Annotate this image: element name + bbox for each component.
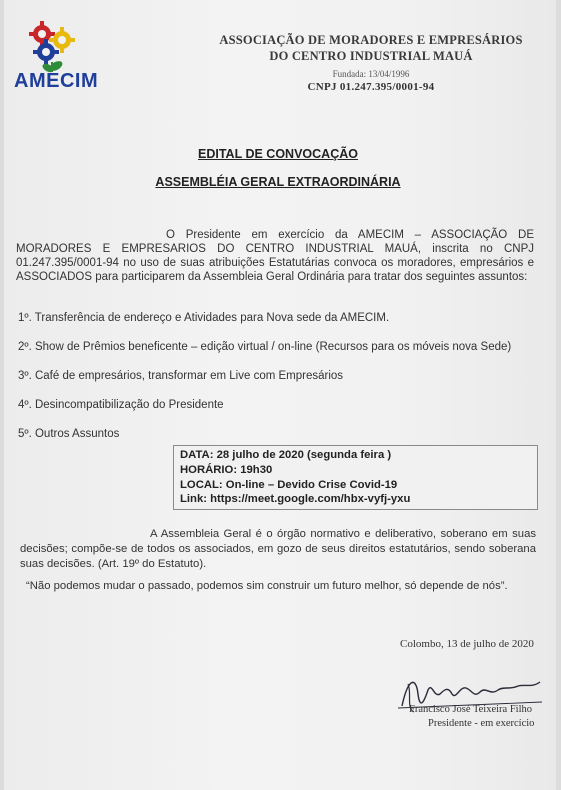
meeting-location: LOCAL: On-line – Devido Crise Covid-19 [180,479,398,491]
org-name-line2: DO CENTRO INDUSTRIAL MAUÁ [269,49,473,63]
agenda-item-4: 4º. Desincompatibilização do Presidente [18,399,224,411]
meeting-details-box [173,445,538,510]
cnpj-number: CNPJ 01.247.395/0001-94 [307,81,435,93]
logo-wordmark: AMECIM [14,70,99,92]
meeting-link[interactable]: Link: https://meet.google.com/hbx-vyfj-yxu [180,493,411,505]
org-name-line1: ASSOCIAÇÃO DE MORADORES E EMPRESÁRIOS [219,33,523,47]
agenda-item-2: 2º. Show de Prêmios beneficente – edição virtual / on-line (Recursos para os móveis nova Sede) [18,341,512,353]
agenda-item-5: 5º. Outros Assuntos [18,428,120,440]
agenda-item-1: 1º. Transferência de endereço e Atividades para Nova sede da AMECIM. [18,312,390,324]
founded-date: Fundada: 13/04/1996 [332,69,410,79]
motto-quote: “Não podemos mudar o passado, podemos sim construir um futuro melhor, só depende de nós”. [26,580,508,592]
closing-paragraph: A Assembleia Geral é o órgão normativo e deliberativo, soberano em suas decisões; compõe-se de todos os associados, em gozo de seus direitos estatutários, sendo soberana suas decisões. (Art. 19º do Estatuto). [20,528,536,570]
meeting-date: DATA: 28 julho de 2020 (segunda feira ) [180,449,392,461]
document-page [4,0,556,790]
assembleia-title: ASSEMBLÉIA GERAL EXTRAORDINÁRIA [155,175,401,189]
agenda-item-3: 3º. Café de empresários, transformar em Live com Empresários [18,370,344,382]
place-date-line: Colombo, 13 de julho de 2020 [400,638,534,650]
meeting-time: HORÁRIO: 19h30 [180,464,273,476]
letterhead [204,32,538,93]
signatory-name: Francisco José Teixeira Filho [409,704,533,715]
edital-title: EDITAL DE CONVOCAÇÃO [198,147,358,161]
signatory-role: Presidente - em exercício [428,718,535,729]
intro-paragraph: O Presidente em exercício da AMECIM – ASSOCIAÇÃO DE MORADORES E EMPRESARIOS DO CENTRO INDUSTRIAL MAUÁ, inscrita no CNPJ 01.247.395/0001-94 no uso de suas atribuições Estatutárias convoca os moradores, empresários e ASSOCIADOS para participarem da Assembleia Geral Ordinária para tratar dos seguintes assuntos: [16,229,534,283]
red-gear-icon [29,21,55,47]
